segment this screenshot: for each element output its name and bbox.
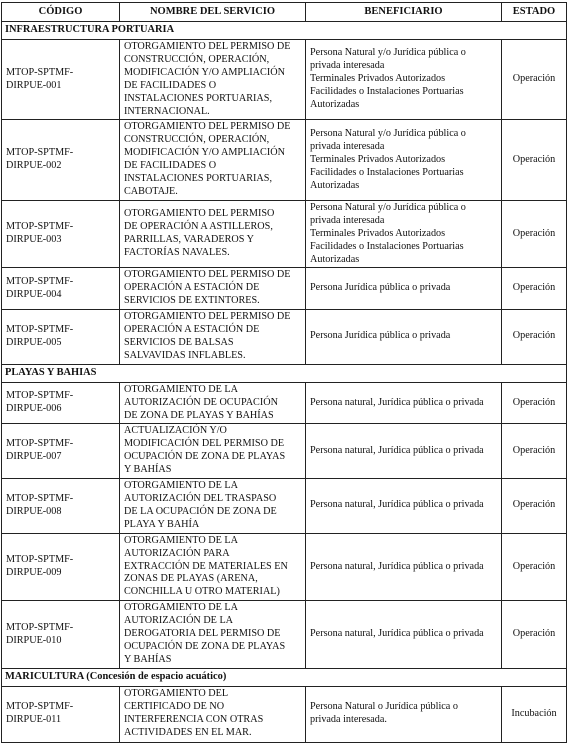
service-code: MTOP-SPTMF- DIRPUE-006 <box>2 382 120 424</box>
service-name: OTORGAMIENTO DEL PERMISO DE OPERACIÓN A ASTILLEROS, PARRILLAS, VARADEROS Y FACTORÍAS NAVALES. <box>120 200 306 268</box>
table-row <box>2 120 567 200</box>
service-status: Operación <box>502 268 567 310</box>
service-status: Operación <box>502 533 567 601</box>
service-code: MTOP-SPTMF- DIRPUE-005 <box>2 310 120 365</box>
table-row <box>2 310 567 365</box>
service-status: Operación <box>502 200 567 268</box>
service-status: Operación <box>502 382 567 424</box>
table-row <box>2 686 567 742</box>
table-row <box>2 200 567 268</box>
service-name: OTORGAMIENTO DEL PERMISO DE CONSTRUCCIÓN, OPERACIÓN, MODIFICACIÓN Y/O AMPLIACIÓN DE FACILIDADES O INSTALACIONES PORTUARIAS, CABOTAJE. <box>120 120 306 200</box>
table-row <box>2 533 567 601</box>
service-name: OTORGAMIENTO DE LA AUTORIZACIÓN PARA EXTRACCIÓN DE MATERIALES EN ZONAS DE PLAYAS (ARENA, CONCHILLA U OTRO MATERIAL) <box>120 533 306 601</box>
service-name: OTORGAMIENTO DE LA AUTORIZACIÓN DEL TRASPASO DE LA OCUPACIÓN DE ZONA DE PLAYA Y BAHÍA <box>120 479 306 534</box>
service-code: MTOP-SPTMF- DIRPUE-011 <box>2 686 120 742</box>
service-beneficiary: Persona Jurídica pública o privada <box>306 310 502 365</box>
table-row <box>2 479 567 534</box>
service-name: ACTUALIZACIÓN Y/O MODIFICACIÓN DEL PERMISO DE OCUPACIÓN DE ZONA DE PLAYAS Y BAHÍAS <box>120 424 306 479</box>
service-beneficiary: Persona Natural y/o Jurídica pública o privada interesada Terminales Privados Autorizados Facilidades o Instalaciones Portuarias Autorizadas <box>306 120 502 200</box>
table-row <box>2 268 567 310</box>
table-row <box>2 424 567 479</box>
service-beneficiary: Persona natural, Jurídica pública o privada <box>306 382 502 424</box>
section-title: PLAYAS Y BAHIAS <box>2 364 567 382</box>
service-code: MTOP-SPTMF- DIRPUE-010 <box>2 601 120 669</box>
service-name: OTORGAMIENTO DEL CERTIFICADO DE NO INTERFERENCIA CON OTRAS ACTIVIDADES EN EL MAR. <box>120 686 306 742</box>
header-status: ESTADO <box>502 3 567 22</box>
table-row <box>2 382 567 424</box>
service-beneficiary: Persona Natural y/o Jurídica pública o privada interesada Terminales Privados Autorizados Facilidades o Instalaciones Portuarias Autorizadas <box>306 40 502 120</box>
table-row <box>2 601 567 669</box>
service-status: Operación <box>502 310 567 365</box>
header-service: NOMBRE DEL SERVICIO <box>120 3 306 22</box>
service-status: Operación <box>502 601 567 669</box>
service-code: MTOP-SPTMF- DIRPUE-001 <box>2 40 120 120</box>
service-code: MTOP-SPTMF- DIRPUE-003 <box>2 200 120 268</box>
section-row-playas <box>2 364 567 382</box>
service-beneficiary: Persona Natural o Jurídica pública o privada interesada. <box>306 686 502 742</box>
service-name: OTORGAMIENTO DEL PERMISO DE OPERACIÓN A ESTACIÓN DE SERVICIOS DE BALSAS SALVAVIDAS INFLABLES. <box>120 310 306 365</box>
header-code: CÓDIGO <box>2 3 120 22</box>
service-code: MTOP-SPTMF- DIRPUE-008 <box>2 479 120 534</box>
service-code: MTOP-SPTMF- DIRPUE-004 <box>2 268 120 310</box>
service-beneficiary: Persona natural, Jurídica pública o privada <box>306 533 502 601</box>
table-row <box>2 40 567 120</box>
service-status: Operación <box>502 40 567 120</box>
header-beneficiary: BENEFICIARIO <box>306 3 502 22</box>
service-beneficiary: Persona Natural y/o Jurídica pública o privada interesada Terminales Privados Autorizados Facilidades o Instalaciones Portuarias Autorizadas <box>306 200 502 268</box>
service-status: Operación <box>502 120 567 200</box>
service-status: Operación <box>502 424 567 479</box>
service-beneficiary: Persona Jurídica pública o privada <box>306 268 502 310</box>
section-row-maricultura <box>2 668 567 686</box>
services-table <box>1 2 567 743</box>
section-title: MARICULTURA (Concesión de espacio acuático) <box>2 668 567 686</box>
section-row-infraestructura <box>2 22 567 40</box>
service-beneficiary: Persona natural, Jurídica pública o privada <box>306 601 502 669</box>
service-name: OTORGAMIENTO DEL PERMISO DE CONSTRUCCIÓN, OPERACIÓN, MODIFICACIÓN Y/O AMPLIACIÓN DE FACILIDADES O INSTALACIONES PORTUARIAS, INTERNACIONAL. <box>120 40 306 120</box>
service-code: MTOP-SPTMF- DIRPUE-009 <box>2 533 120 601</box>
service-name: OTORGAMIENTO DE LA AUTORIZACIÓN DE LA DEROGATORIA DEL PERMISO DE OCUPACIÓN DE ZONA DE PLAYAS Y BAHÍAS <box>120 601 306 669</box>
service-beneficiary: Persona natural, Jurídica pública o privada <box>306 424 502 479</box>
service-name: OTORGAMIENTO DE LA AUTORIZACIÓN DE OCUPACIÓN DE ZONA DE PLAYAS Y BAHÍAS <box>120 382 306 424</box>
service-status: Operación <box>502 479 567 534</box>
service-code: MTOP-SPTMF- DIRPUE-002 <box>2 120 120 200</box>
header-row <box>2 3 567 22</box>
section-title: INFRAESTRUCTURA PORTUARIA <box>2 22 567 40</box>
service-beneficiary: Persona natural, Jurídica pública o privada <box>306 479 502 534</box>
service-name: OTORGAMIENTO DEL PERMISO DE OPERACIÓN A ESTACIÓN DE SERVICIOS DE EXTINTORES. <box>120 268 306 310</box>
service-code: MTOP-SPTMF- DIRPUE-007 <box>2 424 120 479</box>
service-status: Incubación <box>502 686 567 742</box>
